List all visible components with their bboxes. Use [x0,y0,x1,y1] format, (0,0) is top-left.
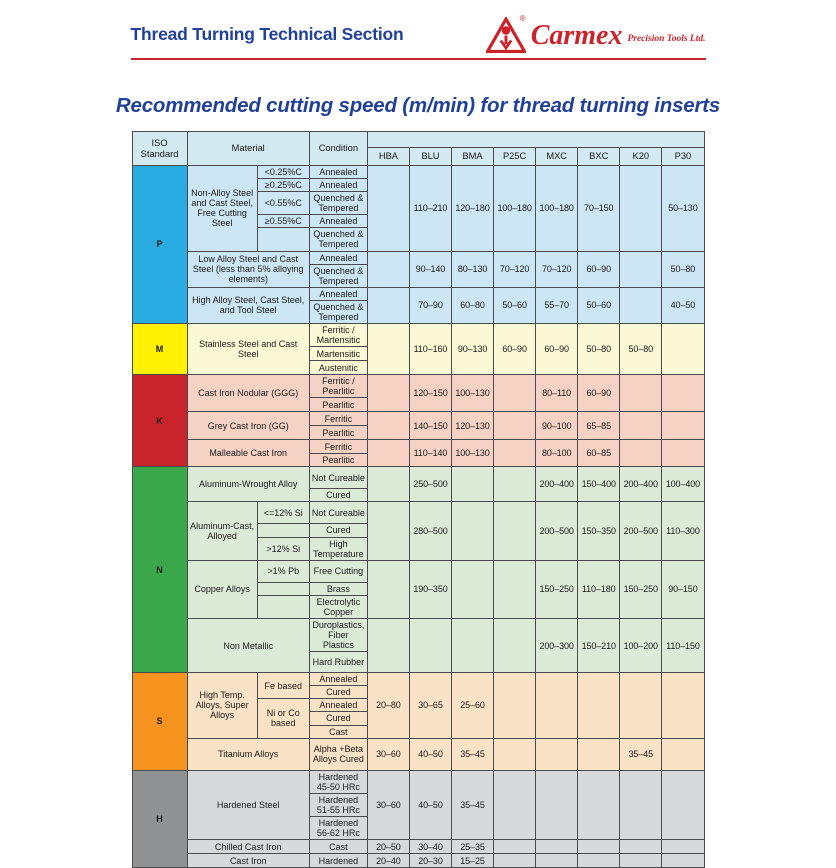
speed-value [620,440,662,467]
speed-value [452,618,494,672]
speed-value [662,412,704,440]
speed-value [494,502,536,560]
grade-header-hba: HBA [367,148,409,166]
speed-value: 15–25 [452,854,494,868]
material-name: Grey Cast Iron (GG) [187,412,309,440]
speed-value [536,673,578,738]
speed-value: 110–180 [578,560,620,618]
speed-value: 60–90 [578,375,620,412]
condition: Duroplastics, Fiber Plastics [309,618,367,651]
top-header-bar [131,14,706,53]
grade-header-mxc: MXC [536,148,578,166]
material-subspec: <0.25%C [257,166,309,179]
header-divider [131,58,706,60]
speed-value: 35–45 [620,738,662,770]
speed-value: 100–130 [452,440,494,467]
condition: Annealed [309,287,367,300]
speed-value: 20–30 [409,854,451,868]
speed-value [367,287,409,323]
speed-value: 60–85 [578,440,620,467]
material-subspec [257,595,309,618]
material-name: Copper Alloys [187,560,257,618]
header-material: Material [187,132,309,166]
condition: Martensitic [309,347,367,361]
speed-value [367,166,409,252]
speed-value: 110–300 [662,502,704,560]
condition: Quenched & Tempered [309,300,367,323]
speed-value: 150–350 [578,502,620,560]
condition: Annealed [309,215,367,228]
condition: Cast [309,840,367,854]
material-name: Low Alloy Steel and Cast Steel (less than 5% alloying elements) [187,251,309,287]
material-subspec: Fe based [257,673,309,699]
iso-letter-K: K [132,375,187,467]
speed-value: 200–500 [620,502,662,560]
speed-value [662,854,704,868]
speed-value [367,375,409,412]
speed-value: 40–50 [662,287,704,323]
grade-header-p30: P30 [662,148,704,166]
condition: Hardened 45-50 HRc [309,770,367,793]
speed-value: 35–45 [452,738,494,770]
speed-value: 30–60 [367,738,409,770]
speed-value: 120–180 [452,166,494,252]
material-subspec: ≥0.55%C [257,215,309,228]
speed-value: 50–80 [578,324,620,375]
document-title: Recommended cutting speed (m/min) for thread turning inserts [115,94,721,117]
material-subspec: >12% Si [257,537,309,560]
registered-mark: ® [519,14,526,23]
speed-value: 70–120 [494,251,536,287]
speed-value [578,770,620,839]
header-iso-standard: ISO Standard [132,132,187,166]
speed-value: 100–130 [452,375,494,412]
material-name: Hardened Steel [187,770,309,839]
material-subspec: Ni or Co based [257,699,309,738]
condition: Free Cutting [309,560,367,582]
speed-value [662,770,704,839]
condition: Cured [309,686,367,699]
material-subspec [257,228,309,251]
speed-value [620,251,662,287]
speed-value [494,854,536,868]
speed-value: 200–400 [536,467,578,502]
condition: Cured [309,489,367,502]
speed-value: 120–150 [409,375,451,412]
speed-value [367,324,409,375]
speed-value [578,840,620,854]
condition: Quenched & Tempered [309,192,367,215]
iso-letter-S: S [132,673,187,770]
speed-value [367,560,409,618]
speed-value [620,166,662,252]
speed-value: 150–250 [536,560,578,618]
speed-value [620,840,662,854]
speed-value: 20–80 [367,673,409,738]
speed-value: 90–100 [536,412,578,440]
speed-value: 140–150 [409,412,451,440]
condition: Pearlitic [309,398,367,412]
speed-value [620,854,662,868]
material-name: Stainless Steel and Cast Steel [187,324,309,375]
speed-value [620,673,662,738]
speed-value: 40–50 [409,770,451,839]
iso-letter-M: M [132,324,187,375]
speed-value [367,467,409,502]
speed-value: 25–60 [452,673,494,738]
material-subspec: ≥0.25%C [257,179,309,192]
speed-value [494,673,536,738]
speed-value [494,618,536,672]
condition: Quenched & Tempered [309,228,367,251]
material-name: Aluminum-Cast, Alloyed [187,502,257,560]
material-subspec: <0.55%C [257,192,309,215]
condition: Not Cureable [309,502,367,524]
speed-value: 70–150 [578,166,620,252]
speed-value: 30–60 [367,770,409,839]
speed-value [536,840,578,854]
speed-value [662,440,704,467]
speed-value [367,251,409,287]
condition: Annealed [309,166,367,179]
speed-value: 100–200 [620,618,662,672]
speed-value: 80–100 [536,440,578,467]
grade-header-bxc: BXC [578,148,620,166]
material-name: Titanium Alloys [187,738,309,770]
speed-value: 65–85 [578,412,620,440]
material-subspec [257,524,309,537]
speed-value: 200–300 [536,618,578,672]
speed-value: 90–130 [452,324,494,375]
speed-value: 110–160 [409,324,451,375]
condition: Cured [309,524,367,537]
speed-value [367,412,409,440]
speed-value: 120–130 [452,412,494,440]
speed-value [367,618,409,672]
speed-value [494,375,536,412]
condition: Ferritic / Pearlitic [309,375,367,398]
condition: Ferritic / Martensitic [309,324,367,347]
speed-value: 190–350 [409,560,451,618]
condition: Not Cureable [309,467,367,489]
material-name: Chilled Cast Iron [187,840,309,854]
speed-value: 30–65 [409,673,451,738]
speed-value: 60–90 [578,251,620,287]
iso-letter-P: P [132,166,187,324]
speed-value [662,738,704,770]
material-name: Aluminum-Wrought Alloy [187,467,309,502]
speed-value: 50–130 [662,166,704,252]
speed-value [620,770,662,839]
speed-value [620,375,662,412]
condition: Pearlitic [309,426,367,440]
speed-value [494,412,536,440]
speed-value: 50–60 [494,287,536,323]
speed-value [620,412,662,440]
grade-header-blu: BLU [409,148,451,166]
speed-value: 20–40 [367,854,409,868]
speed-value: 70–90 [409,287,451,323]
condition: Electrolytic Copper [309,595,367,618]
condition: Hardened [309,854,367,868]
speed-value [494,840,536,854]
speed-value [452,467,494,502]
speed-value: 200–500 [536,502,578,560]
speed-value: 110–140 [409,440,451,467]
condition: Alpha +Beta Alloys Cured [309,738,367,770]
speed-value [494,738,536,770]
speed-value: 150–210 [578,618,620,672]
speed-value [662,673,704,738]
material-name: Non Metallic [187,618,309,672]
speed-value: 200–400 [620,467,662,502]
speed-value: 150–400 [578,467,620,502]
speed-value: 60–90 [536,324,578,375]
speed-value: 110–210 [409,166,451,252]
page-title: Thread Turning Technical Section [130,24,404,44]
speed-value [409,618,451,672]
grades-band [367,132,704,148]
speed-value [536,770,578,839]
speed-value: 100–400 [662,467,704,502]
speed-value [662,375,704,412]
grade-header-k20: K20 [620,148,662,166]
speed-value [578,673,620,738]
material-name: Non-Alloy Steel and Cast Steel, Free Cutting Steel [187,166,257,252]
speed-value: 80–110 [536,375,578,412]
speed-value [620,287,662,323]
condition: Hard Rubber [309,652,367,673]
condition: Austenitic [309,361,367,375]
condition: Annealed [309,179,367,192]
speed-value [367,440,409,467]
grade-header-p25c: P25C [494,148,536,166]
material-name: High Temp. Alloys, Super Alloys [187,673,257,738]
condition: Quenched & Tempered [309,264,367,287]
speed-value [578,854,620,868]
speed-value: 80–130 [452,251,494,287]
material-name: Malleable Cast Iron [187,440,309,467]
speed-value [662,840,704,854]
speed-value [452,502,494,560]
speed-value: 70–120 [536,251,578,287]
speed-value [578,738,620,770]
speed-value [367,502,409,560]
speed-value: 150–250 [620,560,662,618]
speed-value [494,560,536,618]
speed-value: 100–180 [536,166,578,252]
brand-name: Carmex [530,20,623,51]
speed-value [494,440,536,467]
speed-value [494,467,536,502]
speed-value: 90–140 [409,251,451,287]
brand-tagline: Precision Tools Ltd. [627,34,706,44]
speed-value: 250–500 [409,467,451,502]
speed-value: 30–40 [409,840,451,854]
speed-value: 20–50 [367,840,409,854]
speed-value: 60–90 [494,324,536,375]
speed-value: 280–500 [409,502,451,560]
condition: Annealed [309,251,367,264]
speed-value: 90–150 [662,560,704,618]
condition: Hardened 51-55 HRc [309,793,367,816]
speed-value: 110–150 [662,618,704,672]
header-condition: Condition [309,132,367,166]
material-name: High Alloy Steel, Cast Steel, and Tool Steel [187,287,309,323]
material-subspec: >1% Pb [257,560,309,582]
brand-block [486,14,706,53]
speed-value [494,770,536,839]
condition: Ferritic [309,440,367,454]
condition: Hardened 56-62 HRc [309,816,367,839]
speed-value: 50–60 [578,287,620,323]
material-name: Cast Iron [187,854,309,868]
speed-value: 50–80 [620,324,662,375]
speed-value: 50–80 [662,251,704,287]
speed-value: 35–45 [452,770,494,839]
speed-value: 60–80 [452,287,494,323]
speed-value: 100–180 [494,166,536,252]
speed-value: 40–50 [409,738,451,770]
speed-value [536,738,578,770]
iso-letter-N: N [132,467,187,673]
condition: Ferritic [309,412,367,426]
condition: High Temperature [309,537,367,560]
iso-letter-H: H [132,770,187,867]
speed-value: 55–70 [536,287,578,323]
condition: Cured [309,712,367,725]
condition: Annealed [309,673,367,686]
material-name: Cast Iron Nodular (GGG) [187,375,309,412]
grade-header-bma: BMA [452,148,494,166]
condition: Brass [309,582,367,595]
speed-value [662,324,704,375]
condition: Annealed [309,699,367,712]
condition: Pearlitic [309,454,367,467]
material-subspec [257,582,309,595]
speed-value [452,560,494,618]
speed-value: 25–35 [452,840,494,854]
cutting-speed-table [132,131,705,868]
condition: Cast [309,725,367,738]
material-subspec: <=12% Si [257,502,309,524]
speed-value [536,854,578,868]
